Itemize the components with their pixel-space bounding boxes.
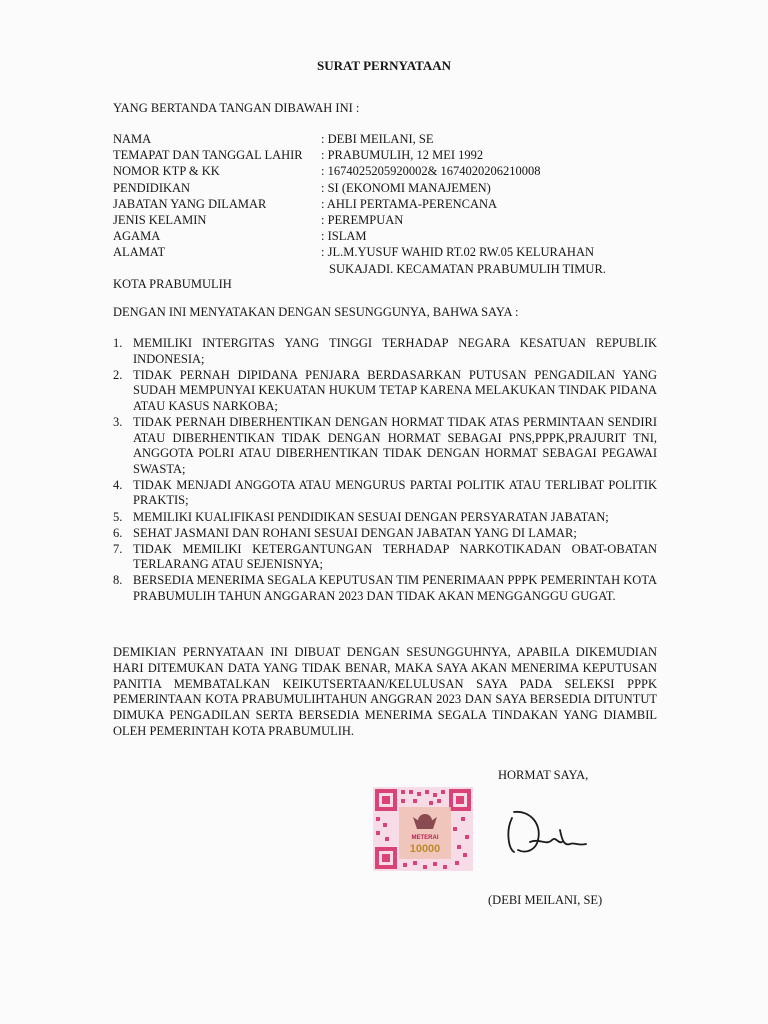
identity-table (113, 131, 621, 277)
list-item (113, 336, 657, 367)
svg-text:10000: 10000 (409, 843, 441, 855)
item-text: TIDAK MENJADI ANGGOTA ATAU MENGURUS PARTAI POLITIK ATAU TERLIBAT POLITIK PRAKTIS; (133, 477, 657, 508)
item-number: 8. (113, 573, 123, 588)
list-item (113, 573, 657, 604)
signature-icon (500, 800, 590, 860)
list-item (113, 368, 657, 415)
identity-label: PENDIDIKAN (113, 180, 191, 195)
identity-value: : JL.M.YUSUF WAHID RT.02 RW.05 KELURAHAN (321, 245, 594, 260)
identity-row (113, 131, 621, 147)
list-item (113, 526, 657, 542)
closing-paragraph: DEMIKIAN PERNYATAAN INI DIBUAT DENGAN SESUNGGUHNYA, APABILA DIKEMUDIAN HARI DITEMUKAN DATA YANG TIDAK BENAR, MAKA SAYA AKAN MENERIMA KEPUTUSAN PANITIA MEMBATALKAN KEIKUTSERTAAN/KELULUSAN SAYA PADA SELEKSI PPPK PEMERINTAAN KOTA PRABUMULIHTAHUN ANGGRAN 2023 DAN SAYA BERSEDIA DITUNTUT DIMUKA PENGADILAN SERTA BERSEDIA MENERIMA SEGALA TINDAKAN YANG DIAMBIL OLEH PEMERINTAH KOTA PRABUMULIH. (113, 645, 657, 738)
identity-label: JABATAN YANG DILAMAR (113, 196, 267, 211)
item-number: 2. (113, 367, 123, 382)
regards-text: HORMAT SAYA, (498, 768, 589, 782)
item-number: 3. (113, 414, 123, 429)
intro-text: YANG BERTANDA TANGAN DIBAWAH INI : (113, 101, 360, 115)
list-item (113, 542, 657, 573)
item-number: 5. (113, 509, 123, 524)
identity-label: TEMAPAT DAN TANGGAL LAHIR (113, 148, 303, 163)
list-item (113, 415, 657, 477)
identity-value: : ISLAM (321, 229, 367, 244)
identity-value: : PRABUMULIH, 12 MEI 1992 (321, 148, 484, 163)
identity-value: : PEREMPUAN (321, 213, 404, 228)
list-item (113, 478, 657, 509)
identity-row (113, 163, 621, 179)
identity-row (113, 228, 621, 244)
item-text: TIDAK PERNAH DIBERHENTIKAN DENGAN HORMAT TIDAK ATAS PERMINTAAN SENDIRI ATAU DIBERHENTIKAN TIDAK DENGAN HORMAT SEBAGAI PNS,PPPK,PRAJURIT TNI, ANGGOTA POLRI ATAU DIBERHENTIKAN TIDAK DENGAN HORMAT SEBAGAI PEGAWAI SWASTA; (133, 414, 657, 476)
identity-row (113, 180, 621, 196)
identity-value: : AHLI PERTAMA-PERENCANA (321, 196, 498, 211)
identity-value: : SI (EKONOMI MANAJEMEN) (321, 180, 491, 195)
item-number: 6. (113, 525, 123, 540)
identity-label: JENIS KELAMIN (113, 213, 207, 228)
identity-label: AGAMA (113, 229, 161, 244)
statement-list (113, 336, 657, 605)
identity-value: : DEBI MEILANI, SE (321, 132, 434, 146)
meterai-stamp-icon (373, 787, 473, 871)
identity-row-address-continued (113, 261, 621, 277)
identity-label: NAMA (113, 132, 152, 146)
item-text: TIDAK PERNAH DIPIDANA PENJARA BERDASARKAN PUTUSAN PENGADILAN YANG SUDAH MEMPUNYAI KEKUATAN HUKUM TETAP KARENA MELAKUKAN TINDAK PIDANA ATAU KASUS NARKOBA; (133, 367, 657, 413)
item-text: SEHAT JASMANI DAN ROHANI SESUAI DENGAN JABATAN YANG DI LAMAR; (133, 525, 577, 540)
identity-label: NOMOR KTP & KK (113, 164, 220, 179)
item-number: 4. (113, 477, 123, 492)
item-text: MEMILIKI INTERGITAS YANG TINGGI TERHADAP NEGARA KESATUAN REPUBLIK INDONESIA; (133, 336, 657, 366)
item-text: BERSEDIA MENERIMA SEGALA KEPUTUSAN TIM PENERIMAAN PPPK PEMERINTAH KOTA PRABUMULIH TAHUN ANGGARAN 2023 DAN TIDAK AKAN MENGGANGGU GUGAT. (133, 573, 657, 603)
signer-name: (DEBI MEILANI, SE) (488, 893, 603, 907)
address-line-2: SUKAJADI. KECAMATAN PRABUMULIH TIMUR. (329, 261, 606, 276)
item-number: 7. (113, 541, 123, 556)
identity-row (113, 196, 621, 212)
kota-text: KOTA PRABUMULIH (113, 277, 232, 291)
declaration-lead: DENGAN INI MENYATAKAN DENGAN SESUNGGUNYA, BAHWA SAYA : (113, 305, 519, 319)
item-text: TIDAK MEMILIKI KETERGANTUNGAN TERHADAP NARKOTIKADAN OBAT-OBATAN TERLARANG ATAU SEJENISNYA; (133, 541, 657, 572)
item-number: 1. (113, 336, 123, 350)
identity-value: : 1674025205920002& 1674020206210008 (321, 164, 541, 179)
list-item (113, 510, 657, 526)
document-title: SURAT PERNYATAAN (317, 58, 451, 73)
identity-row (113, 212, 621, 228)
item-text: MEMILIKI KUALIFIKASI PENDIDIKAN SESUAI DENGAN PERSYARATAN JABATAN; (133, 509, 609, 524)
identity-row (113, 147, 621, 163)
svg-text:METERAI: METERAI (411, 835, 439, 841)
identity-row (113, 244, 621, 260)
identity-label: ALAMAT (113, 245, 166, 260)
